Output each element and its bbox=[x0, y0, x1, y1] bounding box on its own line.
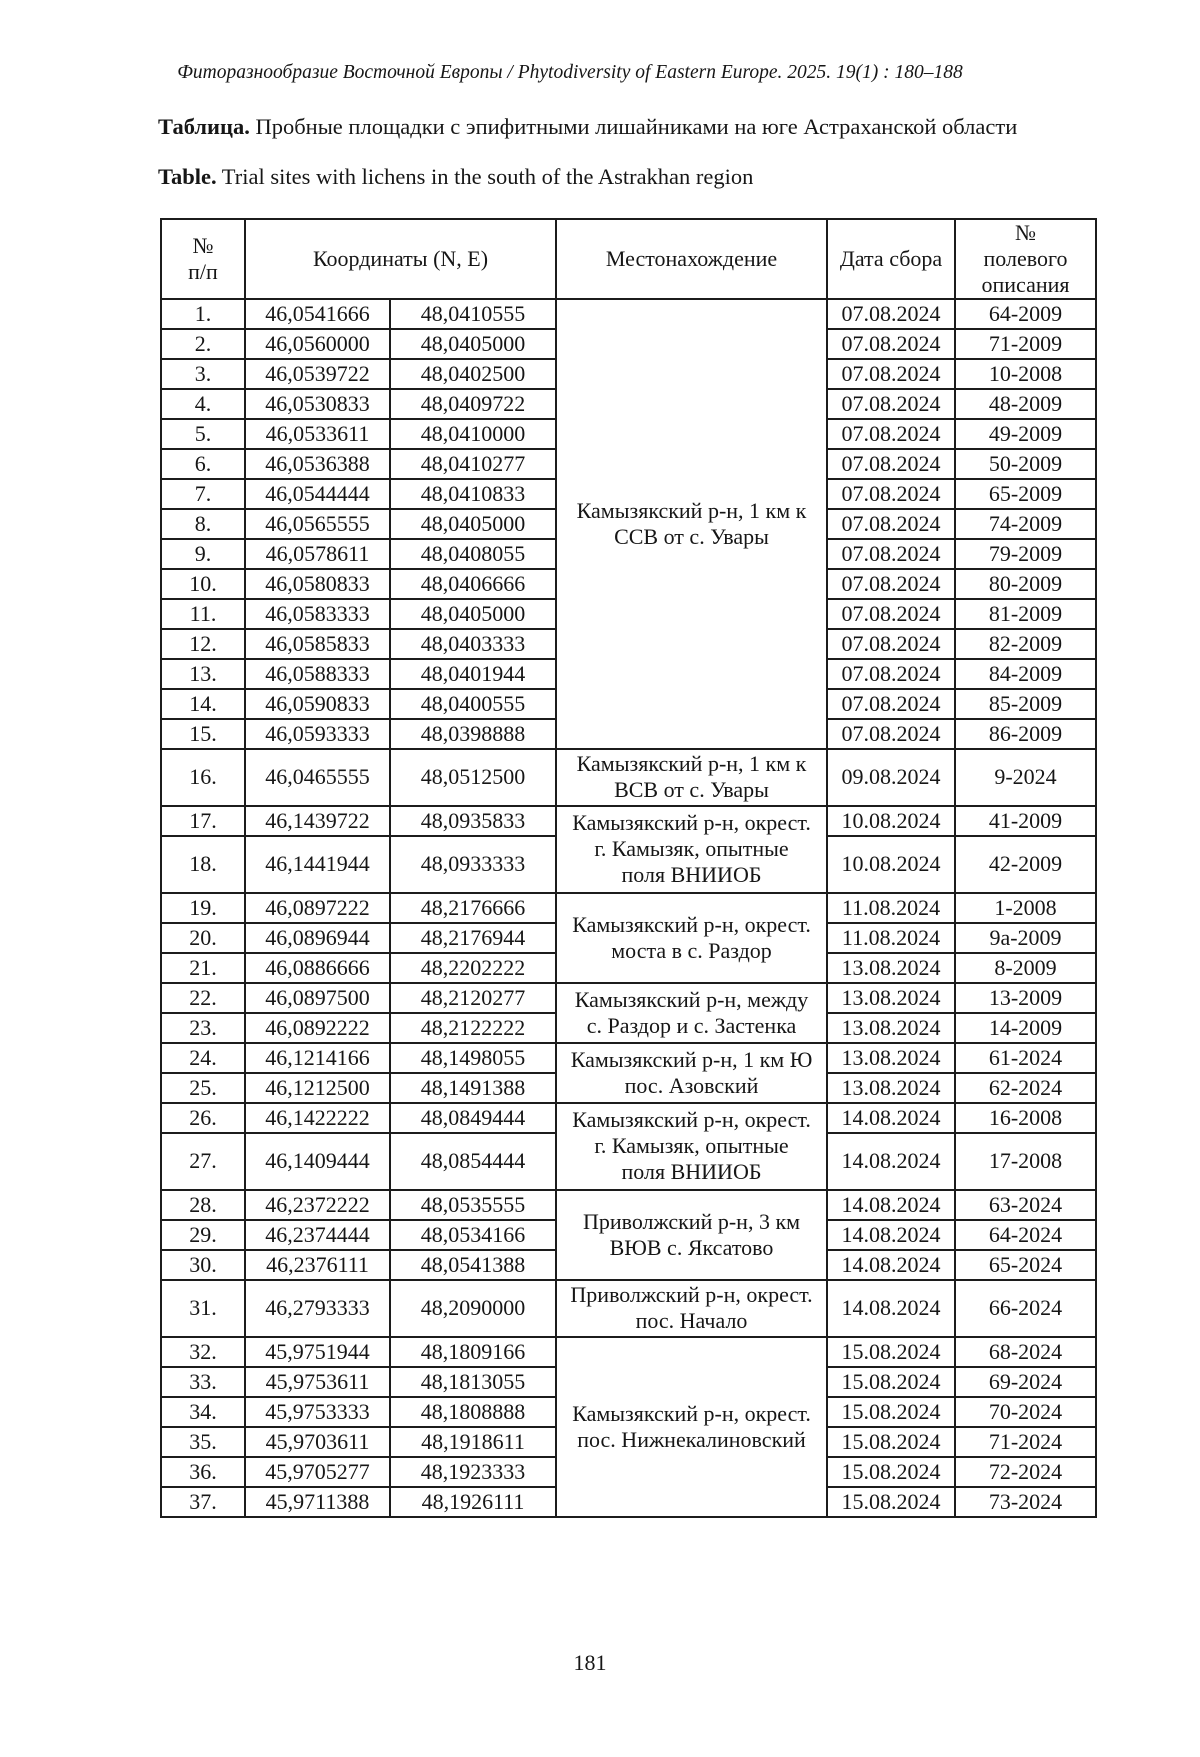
table-row bbox=[161, 1280, 1096, 1337]
cell-row-number: 35. bbox=[161, 1427, 245, 1457]
cell-latitude: 46,0896944 bbox=[245, 923, 390, 953]
cell-longitude: 48,0512500 bbox=[390, 749, 556, 806]
cell-row-number: 28. bbox=[161, 1190, 245, 1220]
cell-location: Камызякский р-н, окрест. пос. Нижнекалиновский bbox=[556, 1337, 827, 1517]
cell-field-description-number: 8-2009 bbox=[955, 953, 1096, 983]
cell-longitude: 48,2202222 bbox=[390, 953, 556, 983]
cell-longitude: 48,0410833 bbox=[390, 479, 556, 509]
cell-latitude: 46,0465555 bbox=[245, 749, 390, 806]
cell-field-description-number: 64-2009 bbox=[955, 299, 1096, 329]
cell-field-description-number: 48-2009 bbox=[955, 389, 1096, 419]
cell-field-description-number: 80-2009 bbox=[955, 569, 1096, 599]
caption-ru-text: Пробные площадки с эпифитными лишайниками на юге Астраханской области bbox=[255, 114, 1018, 140]
cell-row-number: 34. bbox=[161, 1397, 245, 1427]
journal-running-head: Фиторазнообразие Восточной Европы / Phytodiversity of Eastern Europe. 2025. 19(1) : 180–188 bbox=[177, 62, 963, 83]
cell-field-description-number: 41-2009 bbox=[955, 806, 1096, 836]
cell-row-number: 20. bbox=[161, 923, 245, 953]
cell-longitude: 48,0410555 bbox=[390, 299, 556, 329]
cell-collection-date: 15.08.2024 bbox=[827, 1337, 955, 1367]
table-row bbox=[161, 299, 1096, 329]
cell-collection-date: 07.08.2024 bbox=[827, 299, 955, 329]
cell-field-description-number: 50-2009 bbox=[955, 449, 1096, 479]
cell-collection-date: 13.08.2024 bbox=[827, 953, 955, 983]
page-number: 181 bbox=[573, 1650, 607, 1675]
cell-longitude: 48,1918611 bbox=[390, 1427, 556, 1457]
cell-longitude: 48,2176666 bbox=[390, 893, 556, 923]
cell-field-description-number: 81-2009 bbox=[955, 599, 1096, 629]
cell-longitude: 48,1808888 bbox=[390, 1397, 556, 1427]
cell-latitude: 46,0530833 bbox=[245, 389, 390, 419]
caption-en-text: Trial sites with lichens in the south of the Astrakhan region bbox=[221, 164, 754, 190]
table-row bbox=[161, 1190, 1096, 1220]
cell-collection-date: 07.08.2024 bbox=[827, 329, 955, 359]
cell-row-number: 30. bbox=[161, 1250, 245, 1280]
trial-sites-table bbox=[160, 218, 1097, 1518]
cell-collection-date: 14.08.2024 bbox=[827, 1280, 955, 1337]
cell-location: Камызякский р-н, 1 км к ССВ от с. Увары bbox=[556, 299, 827, 749]
cell-longitude: 48,1923333 bbox=[390, 1457, 556, 1487]
cell-collection-date: 13.08.2024 bbox=[827, 1013, 955, 1043]
cell-longitude: 48,0406666 bbox=[390, 569, 556, 599]
cell-latitude: 45,9751944 bbox=[245, 1337, 390, 1367]
cell-longitude: 48,0849444 bbox=[390, 1103, 556, 1133]
cell-latitude: 46,1422222 bbox=[245, 1103, 390, 1133]
cell-row-number: 29. bbox=[161, 1220, 245, 1250]
cell-location: Приволжский р-н, окрест. пос. Начало bbox=[556, 1280, 827, 1337]
cell-latitude: 46,1409444 bbox=[245, 1133, 390, 1190]
cell-field-description-number: 1-2008 bbox=[955, 893, 1096, 923]
cell-field-description-number: 17-2008 bbox=[955, 1133, 1096, 1190]
cell-field-description-number: 49-2009 bbox=[955, 419, 1096, 449]
cell-field-description-number: 70-2024 bbox=[955, 1397, 1096, 1427]
cell-latitude: 46,0590833 bbox=[245, 689, 390, 719]
cell-row-number: 16. bbox=[161, 749, 245, 806]
cell-collection-date: 07.08.2024 bbox=[827, 629, 955, 659]
cell-collection-date: 07.08.2024 bbox=[827, 359, 955, 389]
cell-field-description-number: 74-2009 bbox=[955, 509, 1096, 539]
cell-field-description-number: 9-2024 bbox=[955, 749, 1096, 806]
cell-location: Камызякский р-н, окрест. моста в с. Раздор bbox=[556, 893, 827, 983]
cell-field-description-number: 69-2024 bbox=[955, 1367, 1096, 1397]
cell-row-number: 2. bbox=[161, 329, 245, 359]
cell-longitude: 48,1809166 bbox=[390, 1337, 556, 1367]
cell-row-number: 25. bbox=[161, 1073, 245, 1103]
cell-row-number: 19. bbox=[161, 893, 245, 923]
cell-longitude: 48,2120277 bbox=[390, 983, 556, 1013]
cell-location: Камызякский р-н, окрест. г. Камызяк, опытные поля ВНИИОБ bbox=[556, 806, 827, 893]
cell-collection-date: 07.08.2024 bbox=[827, 539, 955, 569]
cell-row-number: 7. bbox=[161, 479, 245, 509]
caption-en-label: Table. bbox=[158, 164, 217, 190]
cell-row-number: 23. bbox=[161, 1013, 245, 1043]
cell-latitude: 46,0897500 bbox=[245, 983, 390, 1013]
cell-latitude: 46,2793333 bbox=[245, 1280, 390, 1337]
cell-latitude: 46,0541666 bbox=[245, 299, 390, 329]
cell-longitude: 48,1813055 bbox=[390, 1367, 556, 1397]
cell-collection-date: 14.08.2024 bbox=[827, 1190, 955, 1220]
cell-latitude: 46,1212500 bbox=[245, 1073, 390, 1103]
cell-row-number: 18. bbox=[161, 836, 245, 893]
cell-row-number: 33. bbox=[161, 1367, 245, 1397]
cell-collection-date: 15.08.2024 bbox=[827, 1487, 955, 1517]
cell-longitude: 48,0401944 bbox=[390, 659, 556, 689]
cell-collection-date: 13.08.2024 bbox=[827, 1073, 955, 1103]
cell-latitude: 45,9705277 bbox=[245, 1457, 390, 1487]
cell-collection-date: 10.08.2024 bbox=[827, 836, 955, 893]
cell-longitude: 48,0405000 bbox=[390, 509, 556, 539]
cell-longitude: 48,0935833 bbox=[390, 806, 556, 836]
cell-row-number: 11. bbox=[161, 599, 245, 629]
cell-latitude: 46,0560000 bbox=[245, 329, 390, 359]
cell-longitude: 48,0408055 bbox=[390, 539, 556, 569]
caption-ru-label: Таблица. bbox=[158, 114, 250, 140]
cell-row-number: 12. bbox=[161, 629, 245, 659]
cell-location: Приволжский р-н, 3 км ВЮВ с. Яксатово bbox=[556, 1190, 827, 1280]
cell-row-number: 32. bbox=[161, 1337, 245, 1367]
cell-collection-date: 07.08.2024 bbox=[827, 449, 955, 479]
cell-row-number: 5. bbox=[161, 419, 245, 449]
cell-field-description-number: 10-2008 bbox=[955, 359, 1096, 389]
cell-latitude: 46,2374444 bbox=[245, 1220, 390, 1250]
cell-location: Камызякский р-н, между с. Раздор и с. Застенка bbox=[556, 983, 827, 1043]
cell-location: Камызякский р-н, 1 км к ВСВ от с. Увары bbox=[556, 749, 827, 806]
cell-field-description-number: 61-2024 bbox=[955, 1043, 1096, 1073]
cell-longitude: 48,2090000 bbox=[390, 1280, 556, 1337]
cell-field-description-number: 16-2008 bbox=[955, 1103, 1096, 1133]
cell-longitude: 48,0398888 bbox=[390, 719, 556, 749]
cell-longitude: 48,2122222 bbox=[390, 1013, 556, 1043]
cell-latitude: 46,1439722 bbox=[245, 806, 390, 836]
cell-collection-date: 07.08.2024 bbox=[827, 389, 955, 419]
cell-collection-date: 11.08.2024 bbox=[827, 923, 955, 953]
col-header-row-number: № п/п bbox=[161, 219, 245, 299]
cell-field-description-number: 66-2024 bbox=[955, 1280, 1096, 1337]
cell-collection-date: 13.08.2024 bbox=[827, 1043, 955, 1073]
cell-latitude: 46,0539722 bbox=[245, 359, 390, 389]
table-row bbox=[161, 749, 1096, 806]
col-header-location: Местонахождение bbox=[556, 219, 827, 299]
cell-row-number: 3. bbox=[161, 359, 245, 389]
cell-longitude: 48,0405000 bbox=[390, 599, 556, 629]
cell-latitude: 46,0544444 bbox=[245, 479, 390, 509]
cell-latitude: 45,9753333 bbox=[245, 1397, 390, 1427]
cell-longitude: 48,0400555 bbox=[390, 689, 556, 719]
table-caption-en bbox=[158, 163, 1140, 191]
cell-row-number: 17. bbox=[161, 806, 245, 836]
cell-field-description-number: 65-2024 bbox=[955, 1250, 1096, 1280]
cell-latitude: 46,1214166 bbox=[245, 1043, 390, 1073]
cell-collection-date: 15.08.2024 bbox=[827, 1457, 955, 1487]
cell-field-description-number: 62-2024 bbox=[955, 1073, 1096, 1103]
cell-field-description-number: 79-2009 bbox=[955, 539, 1096, 569]
cell-field-description-number: 72-2024 bbox=[955, 1457, 1096, 1487]
cell-longitude: 48,0854444 bbox=[390, 1133, 556, 1190]
cell-latitude: 46,0578611 bbox=[245, 539, 390, 569]
cell-longitude: 48,0409722 bbox=[390, 389, 556, 419]
cell-collection-date: 14.08.2024 bbox=[827, 1220, 955, 1250]
cell-collection-date: 15.08.2024 bbox=[827, 1427, 955, 1457]
cell-field-description-number: 71-2024 bbox=[955, 1427, 1096, 1457]
table-body bbox=[161, 299, 1096, 1517]
cell-field-description-number: 42-2009 bbox=[955, 836, 1096, 893]
cell-field-description-number: 73-2024 bbox=[955, 1487, 1096, 1517]
cell-latitude: 45,9703611 bbox=[245, 1427, 390, 1457]
cell-collection-date: 07.08.2024 bbox=[827, 599, 955, 629]
cell-longitude: 48,2176944 bbox=[390, 923, 556, 953]
cell-collection-date: 14.08.2024 bbox=[827, 1133, 955, 1190]
cell-collection-date: 09.08.2024 bbox=[827, 749, 955, 806]
cell-latitude: 46,0886666 bbox=[245, 953, 390, 983]
cell-row-number: 37. bbox=[161, 1487, 245, 1517]
cell-latitude: 46,0892222 bbox=[245, 1013, 390, 1043]
cell-longitude: 48,1498055 bbox=[390, 1043, 556, 1073]
table-caption-ru bbox=[158, 113, 1140, 141]
cell-field-description-number: 63-2024 bbox=[955, 1190, 1096, 1220]
cell-longitude: 48,0410000 bbox=[390, 419, 556, 449]
cell-field-description-number: 13-2009 bbox=[955, 983, 1096, 1013]
cell-latitude: 46,2372222 bbox=[245, 1190, 390, 1220]
cell-field-description-number: 86-2009 bbox=[955, 719, 1096, 749]
cell-collection-date: 07.08.2024 bbox=[827, 689, 955, 719]
cell-field-description-number: 71-2009 bbox=[955, 329, 1096, 359]
cell-row-number: 9. bbox=[161, 539, 245, 569]
cell-latitude: 45,9711388 bbox=[245, 1487, 390, 1517]
cell-collection-date: 07.08.2024 bbox=[827, 569, 955, 599]
table-row bbox=[161, 1337, 1096, 1367]
cell-row-number: 14. bbox=[161, 689, 245, 719]
cell-row-number: 27. bbox=[161, 1133, 245, 1190]
cell-longitude: 48,0403333 bbox=[390, 629, 556, 659]
cell-latitude: 46,0583333 bbox=[245, 599, 390, 629]
cell-location: Камызякский р-н, окрест. г. Камызяк, опытные поля ВНИИОБ bbox=[556, 1103, 827, 1190]
cell-latitude: 46,0536388 bbox=[245, 449, 390, 479]
cell-row-number: 8. bbox=[161, 509, 245, 539]
cell-row-number: 26. bbox=[161, 1103, 245, 1133]
table-row bbox=[161, 806, 1096, 836]
cell-collection-date: 13.08.2024 bbox=[827, 983, 955, 1013]
cell-collection-date: 07.08.2024 bbox=[827, 659, 955, 689]
cell-field-description-number: 82-2009 bbox=[955, 629, 1096, 659]
cell-latitude: 46,2376111 bbox=[245, 1250, 390, 1280]
cell-row-number: 1. bbox=[161, 299, 245, 329]
cell-field-description-number: 9а-2009 bbox=[955, 923, 1096, 953]
cell-longitude: 48,0541388 bbox=[390, 1250, 556, 1280]
cell-row-number: 22. bbox=[161, 983, 245, 1013]
cell-collection-date: 07.08.2024 bbox=[827, 509, 955, 539]
cell-latitude: 46,0565555 bbox=[245, 509, 390, 539]
cell-longitude: 48,0933333 bbox=[390, 836, 556, 893]
cell-location: Камызякский р-н, 1 км Ю пос. Азовский bbox=[556, 1043, 827, 1103]
cell-latitude: 46,0897222 bbox=[245, 893, 390, 923]
cell-collection-date: 07.08.2024 bbox=[827, 719, 955, 749]
table-header-row bbox=[161, 219, 1096, 299]
cell-latitude: 45,9753611 bbox=[245, 1367, 390, 1397]
cell-collection-date: 11.08.2024 bbox=[827, 893, 955, 923]
cell-collection-date: 14.08.2024 bbox=[827, 1250, 955, 1280]
cell-latitude: 46,0533611 bbox=[245, 419, 390, 449]
cell-latitude: 46,0585833 bbox=[245, 629, 390, 659]
cell-collection-date: 15.08.2024 bbox=[827, 1397, 955, 1427]
table-row bbox=[161, 893, 1096, 923]
table-row bbox=[161, 1103, 1096, 1133]
cell-row-number: 21. bbox=[161, 953, 245, 983]
col-header-coordinates: Координаты (N, E) bbox=[245, 219, 556, 299]
cell-latitude: 46,0580833 bbox=[245, 569, 390, 599]
table-row bbox=[161, 983, 1096, 1013]
cell-field-description-number: 68-2024 bbox=[955, 1337, 1096, 1367]
cell-row-number: 15. bbox=[161, 719, 245, 749]
cell-longitude: 48,1491388 bbox=[390, 1073, 556, 1103]
cell-collection-date: 07.08.2024 bbox=[827, 479, 955, 509]
cell-row-number: 6. bbox=[161, 449, 245, 479]
cell-longitude: 48,1926111 bbox=[390, 1487, 556, 1517]
cell-row-number: 36. bbox=[161, 1457, 245, 1487]
col-header-field-description-number: № полевого описания bbox=[955, 219, 1096, 299]
cell-field-description-number: 64-2024 bbox=[955, 1220, 1096, 1250]
cell-field-description-number: 85-2009 bbox=[955, 689, 1096, 719]
cell-row-number: 4. bbox=[161, 389, 245, 419]
col-header-collection-date: Дата сбора bbox=[827, 219, 955, 299]
cell-collection-date: 10.08.2024 bbox=[827, 806, 955, 836]
cell-collection-date: 07.08.2024 bbox=[827, 419, 955, 449]
cell-field-description-number: 14-2009 bbox=[955, 1013, 1096, 1043]
cell-collection-date: 14.08.2024 bbox=[827, 1103, 955, 1133]
cell-row-number: 10. bbox=[161, 569, 245, 599]
cell-longitude: 48,0402500 bbox=[390, 359, 556, 389]
cell-longitude: 48,0410277 bbox=[390, 449, 556, 479]
cell-longitude: 48,0405000 bbox=[390, 329, 556, 359]
cell-row-number: 24. bbox=[161, 1043, 245, 1073]
cell-field-description-number: 65-2009 bbox=[955, 479, 1096, 509]
cell-field-description-number: 84-2009 bbox=[955, 659, 1096, 689]
table-row bbox=[161, 1043, 1096, 1073]
cell-latitude: 46,1441944 bbox=[245, 836, 390, 893]
cell-collection-date: 15.08.2024 bbox=[827, 1367, 955, 1397]
cell-latitude: 46,0588333 bbox=[245, 659, 390, 689]
cell-longitude: 48,0535555 bbox=[390, 1190, 556, 1220]
cell-latitude: 46,0593333 bbox=[245, 719, 390, 749]
cell-row-number: 31. bbox=[161, 1280, 245, 1337]
cell-longitude: 48,0534166 bbox=[390, 1220, 556, 1250]
cell-row-number: 13. bbox=[161, 659, 245, 689]
